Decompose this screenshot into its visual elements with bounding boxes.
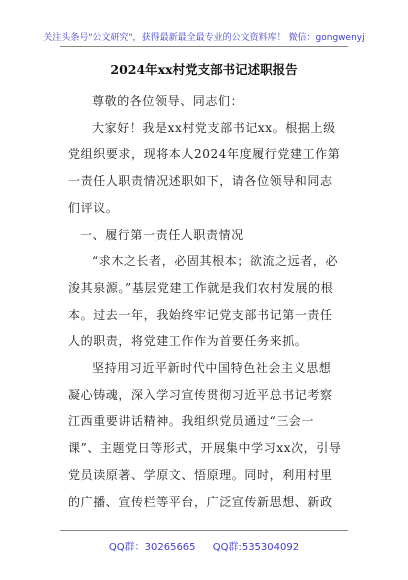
header-divider <box>60 46 348 47</box>
document-title: 2024年xx村党支部书记述职报告 <box>110 62 298 77</box>
header-banner: 关注头条号"公文研究"，获得最新最全最专业的公文资料库！ 微信：gongwenyj <box>43 33 365 43</box>
salutation: 尊敬的各位领导、同志们： <box>92 94 244 108</box>
footer-divider <box>60 530 348 531</box>
document-body <box>68 88 342 515</box>
paragraph-intro: 大家好！我是xx村党支部书记xx。根据上级党组织要求，现将本人2024年度履行党建工作第一责任人职责情况述职如下，请各位领导和同志们评议。 <box>68 120 341 215</box>
paragraph-quote: “求木之长者，必固其根本；欲流之远者，必浚其泉源。”基层党建工作就是我们农村发展的根本。过去一年，我始终牢记党支部书记第一责任人的职责，将党建工作作为首要任务来抓。 <box>68 254 339 349</box>
paragraph-study: 坚持用习近平新时代中国特色社会主义思想凝心铸魂，深入学习宣传贯彻习近平总书记考察江西重要讲话精神。我组织党员通过“三会一课”、主题党日等形式，开展集中学习xx次，引导党员读原著、学原文、悟原理。同时，利用村里的广播、宣传栏等平台，广泛宣传新思想、新政 <box>68 361 342 509</box>
footer <box>0 538 408 553</box>
footer-qq-group-1: QQ群：30265665 <box>108 542 196 553</box>
footer-qq-group-2: QQ群:535304092 <box>212 542 300 553</box>
section-heading: 一、履行第一责任人职责情况 <box>80 227 244 242</box>
